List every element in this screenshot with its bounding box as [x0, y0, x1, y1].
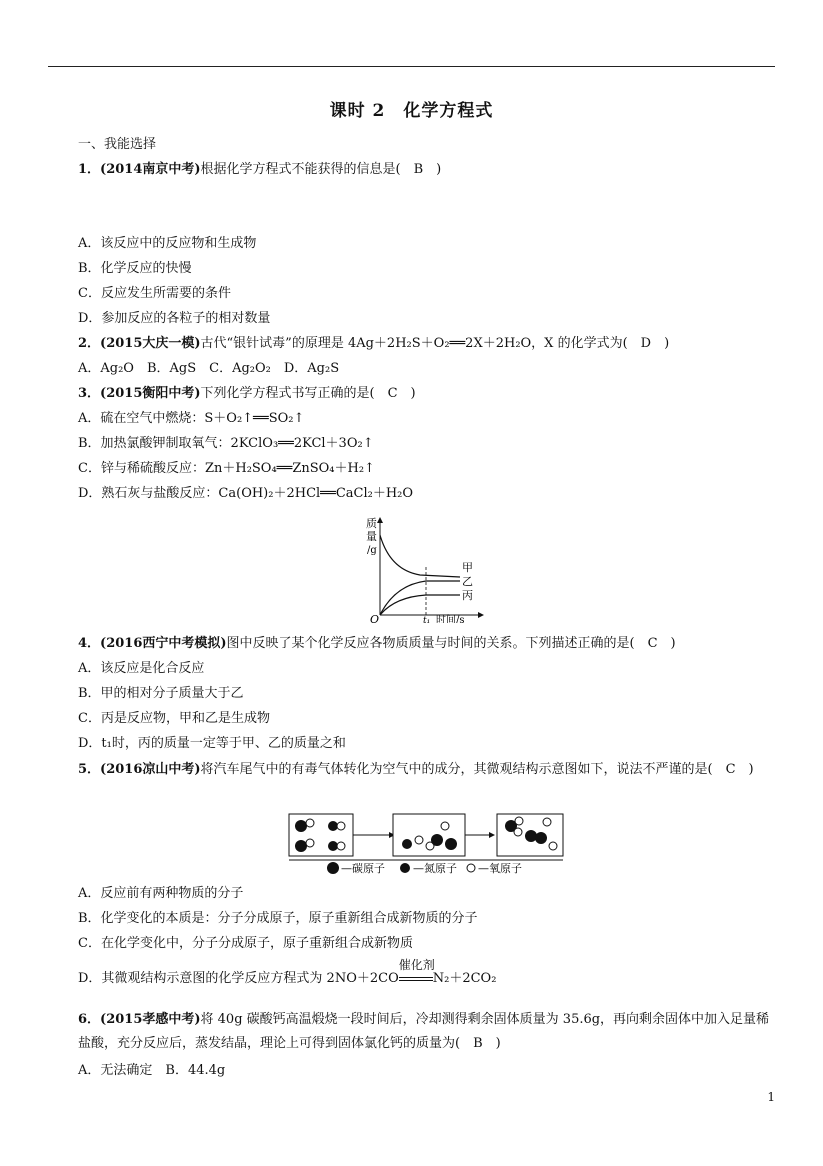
series-jia-curve	[380, 535, 460, 577]
q5-number: 5．(2016凉山中考)	[78, 762, 201, 777]
micro-reaction-diagram	[285, 810, 570, 878]
question-1	[78, 161, 441, 179]
question-2	[78, 335, 669, 353]
q6-number: 6．(2015孝感中考)	[78, 1012, 201, 1027]
y-label-3: /g	[367, 545, 377, 556]
series-label-bing: 丙	[462, 589, 473, 602]
q2-options: A．Ag₂O B．AgS C．Ag₂O₂ D．Ag₂S	[78, 361, 340, 376]
q5-option-d	[78, 958, 497, 988]
carbon-atom-icon	[327, 862, 339, 874]
series-label-jia: 甲	[462, 561, 473, 574]
q5-option-c: C．在化学变化中，分子分成原子，原子重新组合成新物质	[78, 936, 413, 951]
question-3	[78, 385, 416, 403]
origin-label: O	[370, 613, 380, 623]
q6-stem: 将 40g 碳酸钙高温煅烧一段时间后，冷却测得剩余固体质量为 35.6g，再向剩余固体中加入足量稀盐酸，充分反应后，蒸发结晶，理论上可得到固体氯化钙的质量为( B )	[78, 1012, 770, 1051]
q6-options: A．无法确定 B．44.4g	[78, 1063, 226, 1078]
q4-option-c: C．丙是反应物，甲和乙是生成物	[78, 711, 270, 726]
series-label-yi: 乙	[462, 575, 473, 588]
series-yi-curve	[380, 581, 460, 615]
mass-time-graph	[360, 515, 490, 623]
catalyst-equals-sign	[398, 958, 435, 988]
q4-option-a: A．该反应是化合反应	[78, 661, 205, 676]
q1-number: 1．(2014南京中考)	[78, 162, 201, 177]
q2-number: 2．(2015大庆一模)	[78, 336, 201, 351]
q5-option-b: B．化学变化的本质是：分子分成原子，原子重新组合成新物质的分子	[78, 911, 478, 926]
q2-stem: 古代“银针试毒”的原理是 4Ag＋2H₂S＋O₂══2X＋2H₂O，X 的化学式为( D )	[200, 336, 670, 351]
q3-option-b: B．加热氯酸钾制取氧气：2KClO₃══2KCl＋3O₂↑	[78, 436, 374, 451]
legend-carbon: —碳原子	[341, 862, 385, 875]
t1-label: t₁	[423, 616, 431, 623]
legend-oxygen: —氧原子	[478, 862, 522, 875]
q3-option-a: A．硫在空气中燃烧：S＋O₂↑══SO₂↑	[78, 411, 305, 426]
header-rule	[48, 66, 775, 67]
q3-stem: 下列化学方程式书写正确的是( C )	[200, 386, 416, 401]
page-number: 1	[767, 1090, 775, 1104]
q5-option-d-post: N₂＋2CO₂	[432, 971, 497, 986]
q1-option-c: C．反应发生所需要的条件	[78, 286, 231, 301]
page-title: 课时 2 化学方程式	[329, 101, 494, 121]
x-axis-label: 时间/s	[436, 615, 465, 623]
q1-stem: 根据化学方程式不能获得的信息是( B )	[200, 162, 442, 177]
q1-option-d: D．参加反应的各粒子的相对数量	[78, 311, 271, 326]
nitrogen-atom-icon	[400, 863, 410, 873]
q5-stem: 将汽车尾气中的有毒气体转化为空气中的成分，其微观结构示意图如下，说法不严谨的是( C )	[200, 762, 754, 777]
q3-option-c: C．锌与稀硫酸反应：Zn＋H₂SO₄══ZnSO₄＋H₂↑	[78, 461, 375, 476]
question-5	[78, 758, 778, 782]
q1-option-b: B．化学反应的快慢	[78, 261, 192, 276]
section-heading: 一、我能选择	[78, 137, 157, 152]
q4-stem: 图中反映了某个化学反应各物质质量与时间的关系。下列描述正确的是( C )	[226, 636, 676, 651]
q3-option-d: D．熟石灰与盐酸反应：Ca(OH)₂＋2HCl══CaCl₂＋H₂O	[78, 486, 414, 501]
legend-nitrogen: —氮原子	[413, 862, 457, 875]
q1-option-a: A．该反应中的反应物和生成物	[78, 236, 257, 251]
q5-option-d-pre: D．其微观结构示意图的化学反应方程式为 2NO＋2CO	[78, 971, 399, 986]
q5-option-d-condition: 催化剂	[398, 958, 435, 972]
q4-option-b: B．甲的相对分子质量大于乙	[78, 686, 244, 701]
question-4	[78, 635, 676, 653]
y-label-2: 量	[366, 530, 377, 543]
q4-number: 4．(2016西宁中考模拟)	[78, 636, 227, 651]
q5-option-a: A．反应前有两种物质的分子	[78, 886, 244, 901]
y-label-1: 质	[366, 517, 377, 530]
oxygen-atom-icon	[467, 864, 475, 872]
q4-option-d: D．t₁时，丙的质量一定等于甲、乙的质量之和	[78, 736, 346, 751]
q3-number: 3．(2015衡阳中考)	[78, 386, 201, 401]
question-6	[78, 1008, 778, 1056]
